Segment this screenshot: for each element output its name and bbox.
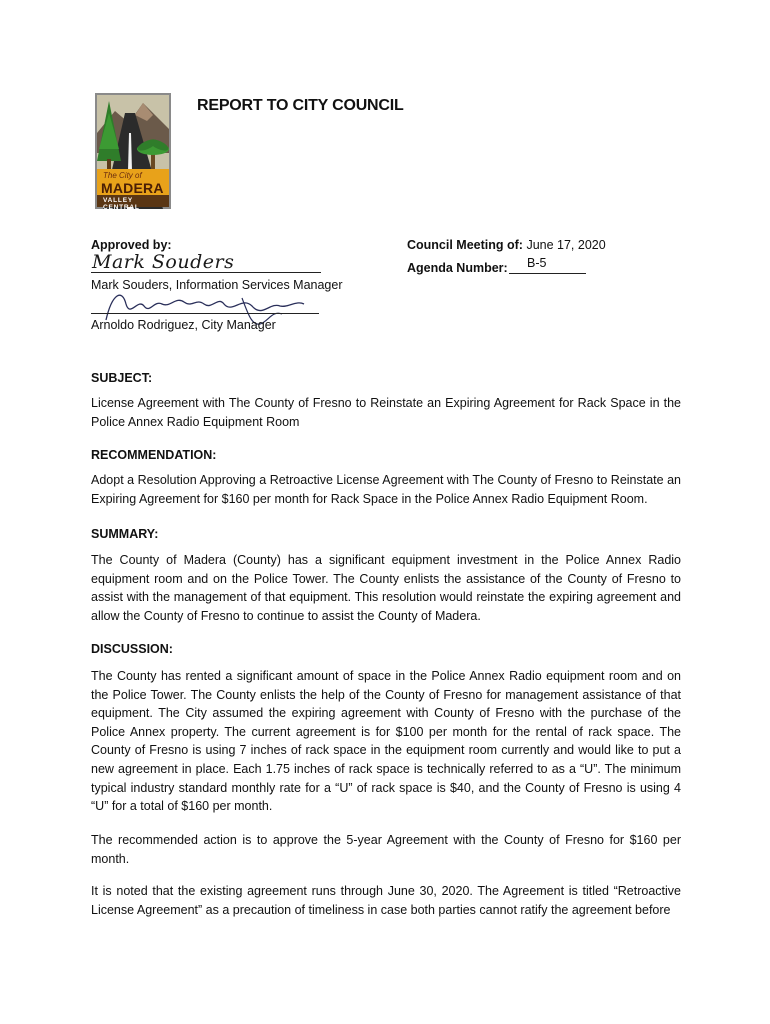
agenda-number-line (509, 273, 586, 274)
subject-heading: SUBJECT: (91, 371, 153, 385)
discussion-paragraph-3: It is noted that the existing agreement runs through June 30, 2020. The Agreement is titled “Retroactive License Agreement” as a precaution of timeliness in case both parties cannot ratify the agreement before (91, 884, 681, 917)
council-meeting-label: Council Meeting of: (407, 238, 523, 252)
council-meeting-row (407, 238, 606, 252)
logo-text-valley-central: VALLEY CENTRAL (103, 197, 140, 211)
signature-line-2 (91, 313, 319, 314)
agenda-number-value: B-5 (527, 256, 547, 270)
recommendation-text: Adopt a Resolution Approving a Retroactive License Agreement with The County of Fresno to Reinstate an Expiring Agreement for $160 per month for Rack Space in the Police Annex Radio Equipment Room. (91, 473, 681, 506)
discussion-paragraph-1: The County has rented a significant amount of space in the Police Annex Radio equipment room and on the Police Tower. The County enlists the help of the County of Fresno for management assistance of that equipment. The City assumed the expiring agreement with County of Fresno with the purchase of the Police Annex property. The current agreement is for $100 per month for the rental of rack space. The County of Fresno is using 7 inches of rack space in the equipment room currently and would like to put a new agreement in place. Each 1.75 inches of rack space is technically referred to as a “U”. The minimum typical industry standard monthly rate for a “U” of rack space is $40, and the County of Fresno is using 4 “U” for a total of $160 per month. (91, 669, 681, 814)
logo-text-small: The City of (103, 171, 142, 180)
signature-line-1 (91, 272, 321, 273)
signature-mark-souders: Mark Souders (92, 251, 235, 273)
summary-heading: SUMMARY: (91, 527, 159, 541)
council-meeting-date: June 17, 2020 (526, 238, 606, 252)
logo-text-madera: MADERA (101, 180, 164, 196)
approved-by-label: Approved by: (91, 238, 172, 252)
agenda-number-label: Agenda Number: (407, 261, 508, 275)
city-of-madera-logo (95, 93, 171, 209)
summary-text: The County of Madera (County) has a significant equipment investment in the Police Annex Radio equipment room and on the Police Tower. The County enlists the assistance of the County of Fresno to assist with the management of that equipment. This resolution would reinstate the expiring agreement and allow the County of Fresno to continue to assist the County of Madera. (91, 553, 681, 623)
subject-text: License Agreement with The County of Fresno to Reinstate an Expiring Agreement for Rack Space in the Police Annex Radio Equipment Room (91, 396, 681, 429)
report-title: REPORT TO CITY COUNCIL (197, 97, 404, 114)
discussion-heading: DISCUSSION: (91, 642, 173, 656)
recommendation-heading: RECOMMENDATION: (91, 448, 217, 462)
discussion-paragraph-2: The recommended action is to approve the 5-year Agreement with the County of Fresno for $160 per month. (91, 833, 681, 866)
signer2-title: Arnoldo Rodriguez, City Manager (91, 318, 276, 332)
signer1-title: Mark Souders, Information Services Manager (91, 278, 343, 292)
